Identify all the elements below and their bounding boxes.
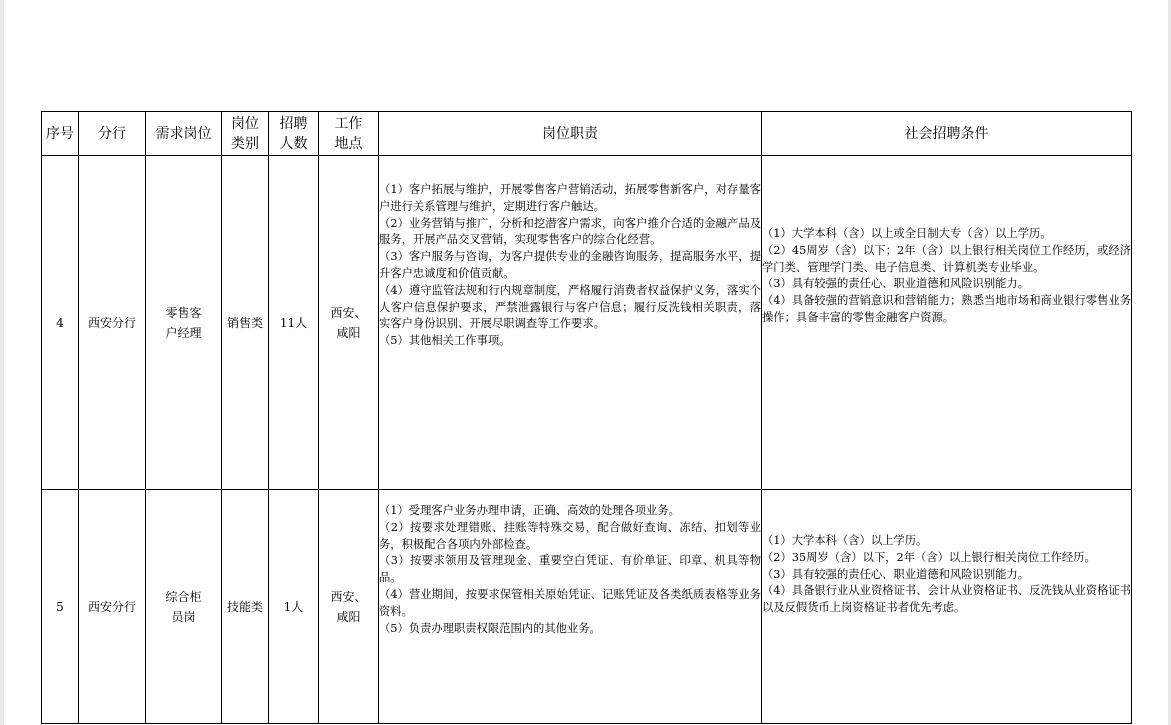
header-no: 序号 xyxy=(42,112,79,156)
cell-conditions xyxy=(762,490,1132,724)
duty-item: （3）客户服务与咨询，为客户提供专业的金融咨询服务，提高服务水平，提升客户忠诚度和价值贡献。 xyxy=(379,250,761,280)
cell-conditions xyxy=(762,156,1132,490)
duty-item: （1）客户拓展与维护，开展零售客户营销活动，拓展零售新客户，对存量客户进行关系管理与维护，定期进行客户触达。 xyxy=(379,183,761,213)
condition-item: （3）具有较强的责任心、职业道德和风险识别能力。 xyxy=(762,277,1030,291)
condition-item: （4）具备银行业从业资格证书、会计从业资格证书、反洗钱从业资格证书以及反假货币上岗资格证书者优先考虑。 xyxy=(762,584,1131,615)
condition-item: （1）大学本科（含）以上或全日制大专（含）以上学历。 xyxy=(762,227,1052,240)
header-location: 工作地点 xyxy=(319,112,379,156)
cell-position: 综合柜员岗 xyxy=(146,490,222,724)
header-count: 招聘人数 xyxy=(269,112,319,156)
cell-category: 销售类 xyxy=(222,156,269,490)
condition-item: （2）45周岁（含）以下；2年（含）以上银行相关岗位工作经历，或经济学门类、管理学门类、电子信息类、计算机类专业毕业。 xyxy=(762,243,1131,274)
header-branch: 分行 xyxy=(79,112,146,156)
duty-item: （5）负责办理职责权限范围内的其他业务。 xyxy=(379,621,601,635)
cell-duties xyxy=(379,490,762,724)
table-row xyxy=(42,490,1132,724)
cell-count: 1人 xyxy=(269,490,319,724)
cell-position: 零售客户经理 xyxy=(146,156,222,490)
cell-duties xyxy=(379,156,762,490)
duty-item: （3）按要求领用及管理现金、重要空白凭证、有价单证、印章、机具等物品。 xyxy=(379,554,761,585)
header-position: 需求岗位 xyxy=(146,112,222,156)
condition-item: （3）具有较强的责任心、职业道德和风险识别能力。 xyxy=(762,567,1030,581)
cell-branch: 西安分行 xyxy=(79,156,146,490)
header-duties: 岗位职责 xyxy=(379,112,762,156)
page-edge-left xyxy=(0,0,4,725)
condition-item: （2）35周岁（含）以下，2年（含）以上银行相关岗位工作经历。 xyxy=(762,550,1096,564)
table-row xyxy=(42,156,1132,490)
cell-location: 西安、咸阳 xyxy=(319,156,379,490)
cell-no: 4 xyxy=(42,156,79,490)
duty-item: （2）业务营销与推广，分析和挖潜客户需求，向客户推介合适的金融产品及服务，开展产品交叉营销，实现零售客户的综合化经营。 xyxy=(379,216,761,247)
duty-item: （1）受理客户业务办理申请，正确、高效的处理各项业务。 xyxy=(379,504,680,517)
cell-no: 5 xyxy=(42,490,79,724)
condition-item: （4）具备较强的营销意识和营销能力；熟悉当地市场和商业银行零售业务操作；具备丰富的零售金融客户资源。 xyxy=(762,294,1131,324)
condition-item: （1）大学本科（含）以上学历。 xyxy=(762,534,928,547)
duty-item: （5）其他相关工作事项。 xyxy=(379,334,511,348)
cell-location: 西安、咸阳 xyxy=(319,490,379,724)
duty-item: （4）遵守监管法规和行内规章制度，严格履行消费者权益保护义务，落实个人客户信息保护要求，严禁泄露银行与客户信息；履行反洗钱相关职责，落实客户身份识别、开展尽职调查等工作要求。 xyxy=(379,283,761,331)
cell-count: 11人 xyxy=(269,156,319,490)
recruitment-table xyxy=(41,111,1132,724)
header-row xyxy=(42,112,1132,156)
duty-item: （4）营业期间，按要求保管相关原始凭证、记账凭证及各类纸质表格等业务资料。 xyxy=(379,587,761,618)
duty-item: （2）按要求处理错账、挂账等特殊交易，配合做好查询、冻结、扣划等业务，积极配合各项内外部检查。 xyxy=(379,520,761,551)
header-conditions: 社会招聘条件 xyxy=(762,112,1132,156)
cell-branch: 西安分行 xyxy=(79,490,146,724)
header-category: 岗位类别 xyxy=(222,112,269,156)
cell-category: 技能类 xyxy=(222,490,269,724)
